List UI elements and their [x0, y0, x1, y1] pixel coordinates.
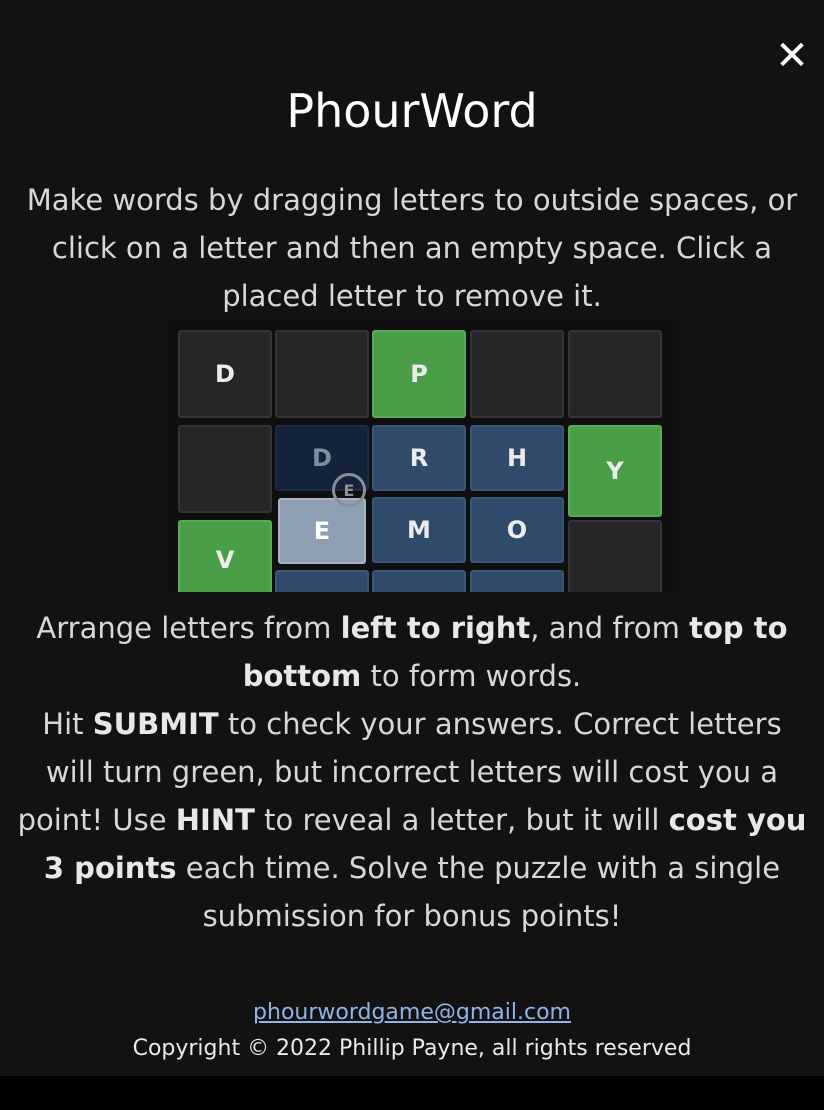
contact-email-link[interactable]: phourwordgame@gmail.com: [253, 1000, 571, 1025]
demo-tile-empty: [568, 330, 662, 418]
rules-text-part: Arrange letters from: [36, 611, 341, 645]
rules-text-part: each time. Solve the puzzle with a single submission for bonus points!: [176, 851, 781, 933]
rules-emphasis: left to right: [340, 611, 531, 645]
rules-text-part: , and from: [530, 611, 690, 645]
demo-tile-correct: Y: [568, 425, 662, 517]
rules-emphasis: SUBMIT: [92, 707, 219, 741]
demo-tile: M: [372, 497, 466, 563]
demo-tile-dragged: E: [278, 498, 366, 564]
demo-tile: O: [470, 497, 564, 563]
demo-tile-empty: [470, 330, 564, 418]
demo-tile-empty: [275, 330, 369, 418]
rules-text: [16, 604, 808, 940]
drag-cursor-icon: [332, 473, 366, 507]
demo-tile-correct: P: [372, 330, 466, 418]
demo-tile-partial: [372, 570, 466, 592]
copyright-text: Copyright © 2022 Phillip Payne, all rights reserved: [132, 1036, 692, 1061]
demo-tile-empty: [568, 520, 662, 592]
demo-tile: H: [470, 425, 564, 491]
rules-emphasis: HINT: [175, 803, 255, 837]
demo-board-illustration: [168, 320, 673, 592]
demo-tile-correct: V: [178, 520, 272, 592]
demo-tile: R: [372, 425, 466, 491]
demo-tile-partial: [275, 570, 369, 592]
demo-tile-partial: [470, 570, 564, 592]
demo-tile-empty: [178, 425, 272, 513]
close-button[interactable]: [770, 34, 814, 78]
rules-text-part: to form words.: [361, 659, 582, 693]
rules-text-part: to check your answers. Correct letters will turn green, but incorrect letters will cost you a point! Use: [17, 707, 782, 837]
rules-text-part: Hit: [42, 707, 93, 741]
close-icon: ✕: [775, 33, 809, 79]
modal-title: PhourWord: [286, 84, 538, 138]
rules-emphasis: cost you 3 points: [43, 803, 807, 885]
intro-text: Make words by dragging letters to outside spaces, or click on a letter and then an empty space. Click a placed letter to remove it.: [26, 183, 798, 313]
demo-tile: D: [178, 330, 272, 418]
demo-tile-source: D: [275, 425, 369, 491]
rules-emphasis: top to bottom: [242, 611, 788, 693]
drag-cursor-letter: E: [343, 480, 355, 500]
rules-text-part: to reveal a letter, but it will: [254, 803, 669, 837]
